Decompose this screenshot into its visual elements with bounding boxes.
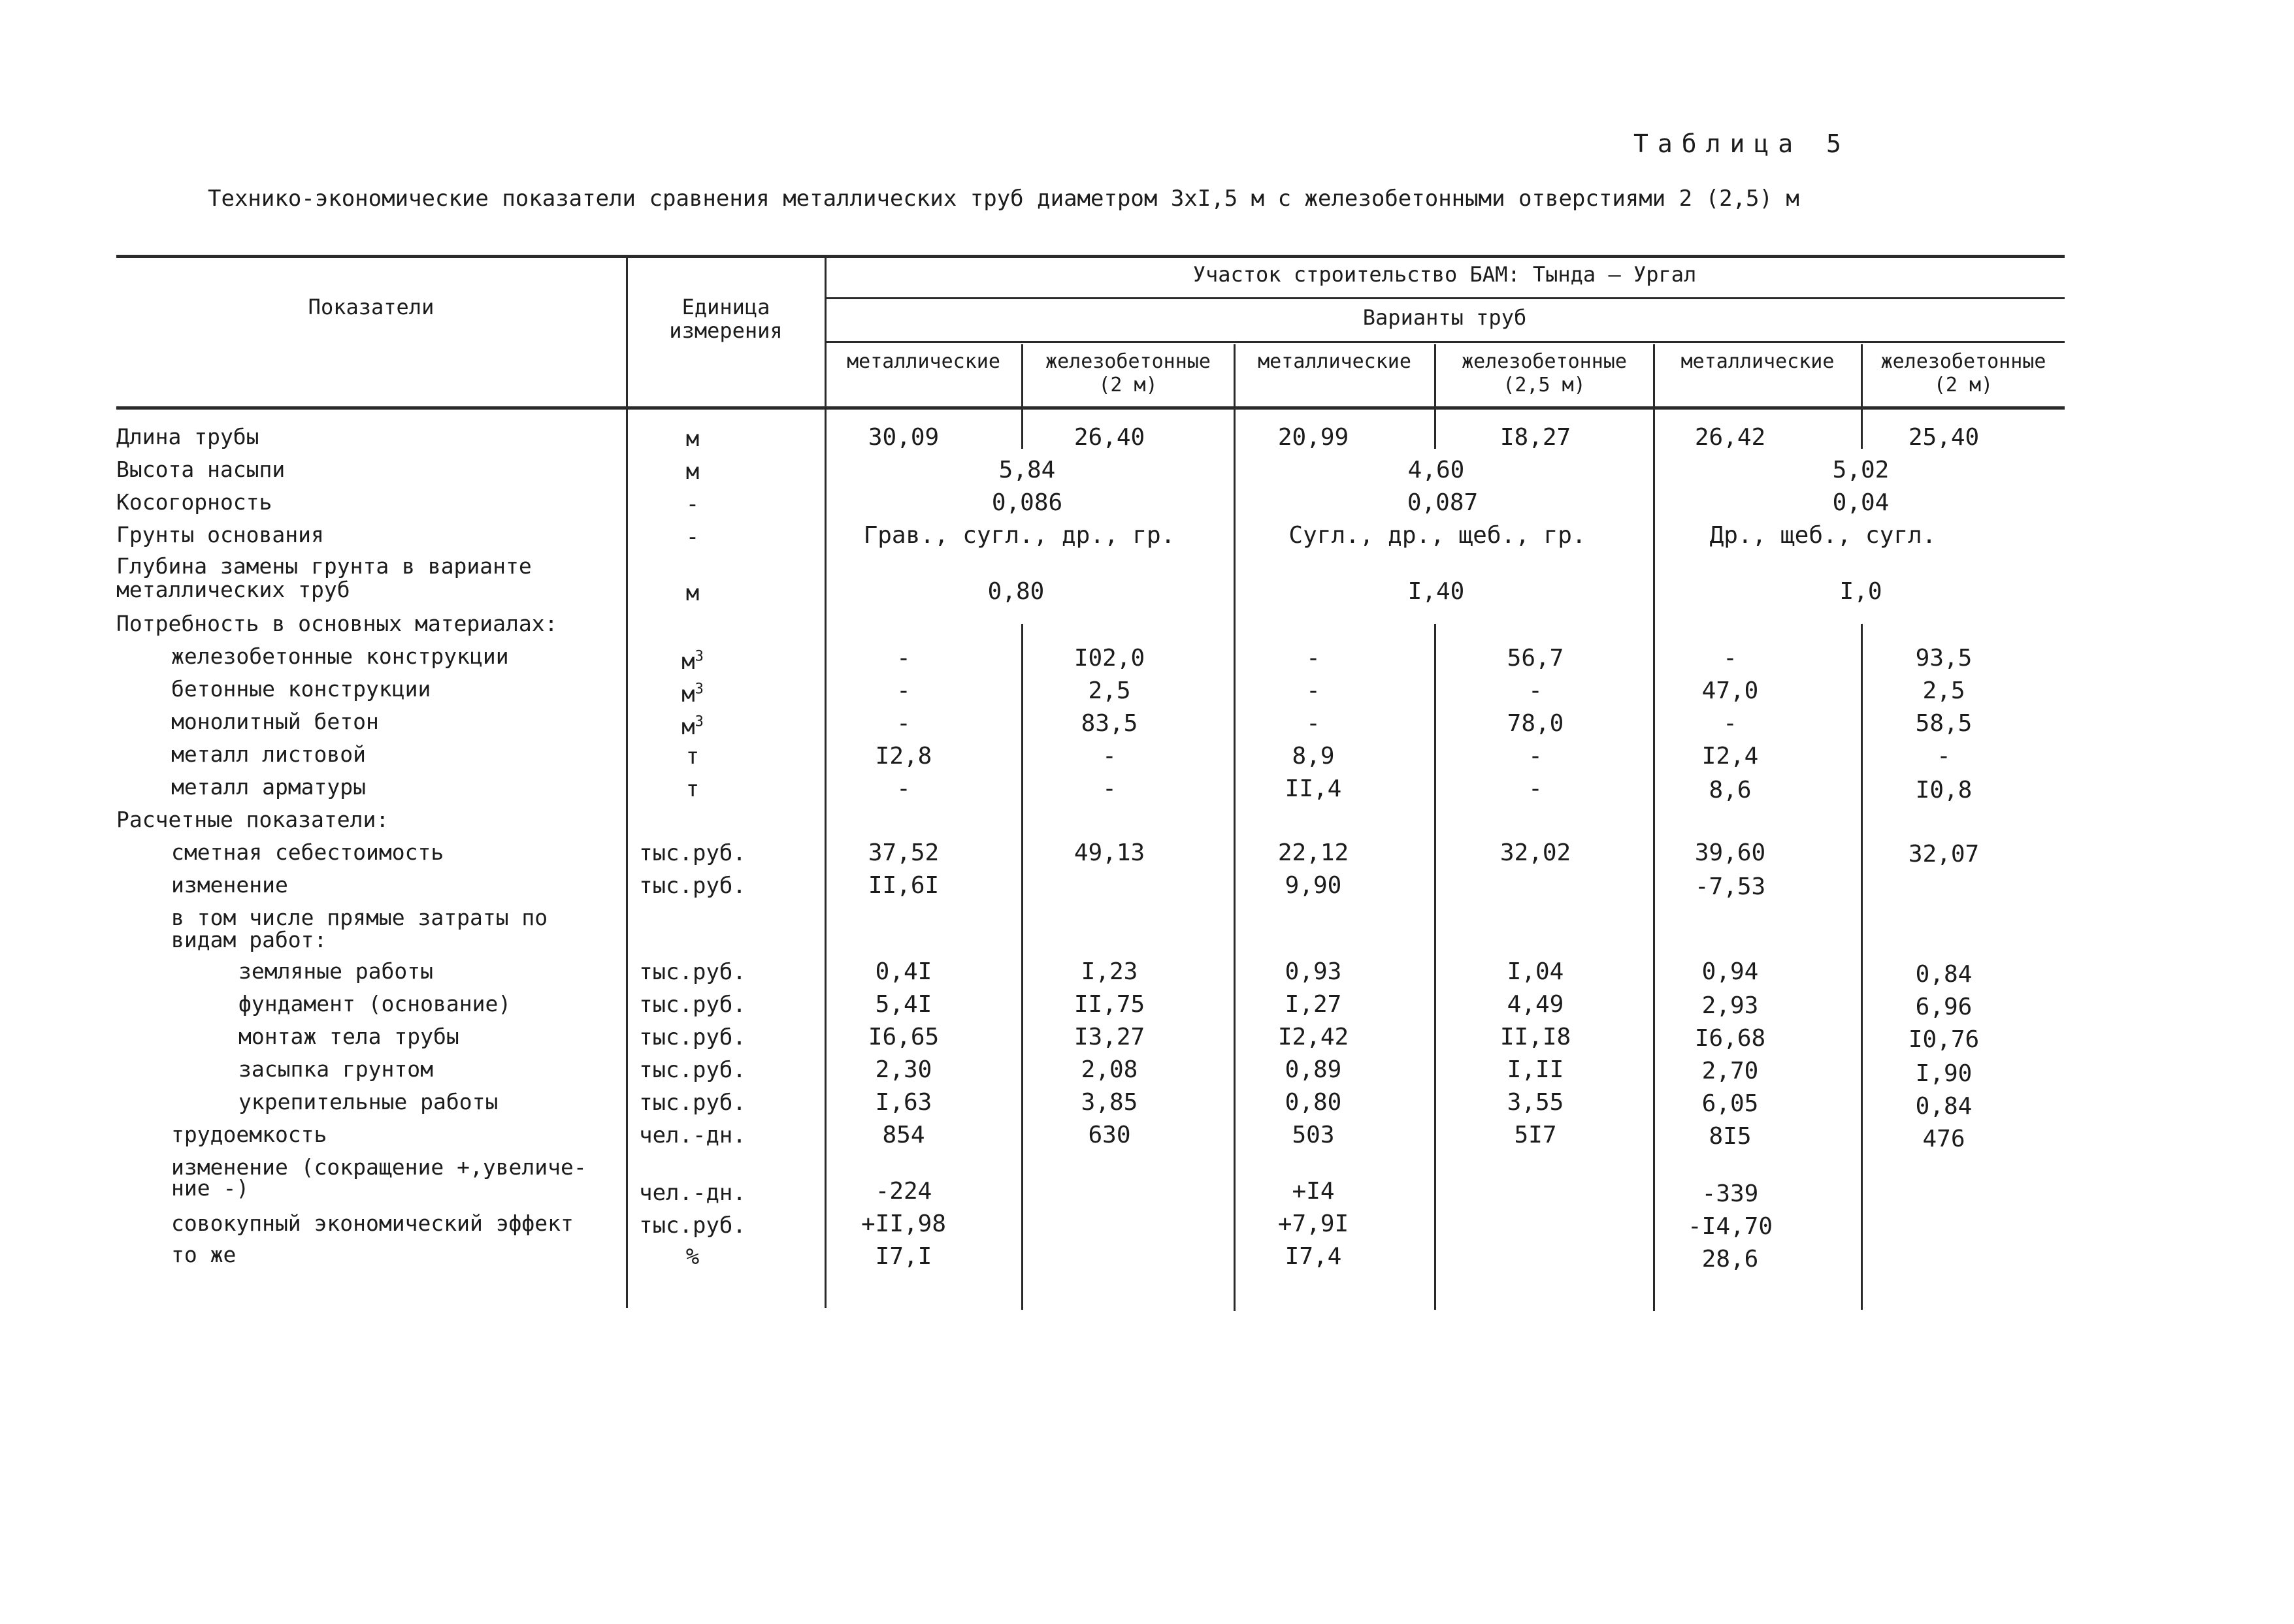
table-caption: Технико-экономические показатели сравнения металлических труб диаметром 3хI,5 м с железобетонными отверстиями 2 (2,5) м: [208, 186, 1799, 212]
cell: 78,0: [1507, 710, 1564, 737]
cell: 39,60: [1694, 839, 1766, 866]
cell: 30,09: [868, 424, 940, 451]
cell: 83,5: [1081, 710, 1138, 737]
cell: 0,4I: [875, 958, 932, 985]
merged-cell: Др., щеб., сугл.: [1709, 522, 1937, 549]
cell: -: [1937, 743, 1951, 770]
row-label: монолитный бетон: [171, 709, 379, 734]
cell: -: [1306, 645, 1320, 672]
variants-rule: [825, 341, 2065, 343]
cell: 37,52: [868, 839, 940, 866]
cell: 476: [1922, 1126, 1965, 1152]
row-label-continued: видам работ:: [171, 927, 327, 952]
header-col-5: металлические: [1680, 350, 1835, 373]
cell: 93,5: [1915, 645, 1973, 672]
table-top-rule: [116, 255, 2065, 258]
row-unit: тыс.руб.: [639, 1212, 746, 1239]
cell: 32,07: [1908, 841, 1980, 868]
section-label: Расчетные показатели:: [116, 807, 389, 832]
cell: I,23: [1081, 958, 1138, 985]
row-label: то же: [171, 1242, 237, 1267]
merged-cell: 0,04: [1832, 489, 1890, 516]
cell: -339: [1701, 1180, 1759, 1207]
cell: II,4: [1285, 775, 1342, 802]
row-unit: тыс.руб.: [639, 840, 746, 866]
cell: 2,93: [1701, 992, 1759, 1019]
header-col-1: металлические: [847, 350, 1000, 373]
header-indicators: Показатели: [308, 295, 434, 319]
cell: 0,89: [1285, 1056, 1342, 1083]
row-label: трудоемкость: [171, 1122, 327, 1147]
row-unit: м: [685, 459, 700, 485]
merged-cell: I,0: [1839, 578, 1882, 605]
cell: -: [1306, 677, 1320, 704]
row-unit: тыс.руб.: [639, 1090, 746, 1116]
cell: 25,40: [1908, 424, 1980, 451]
row-label: Глубина замены грунта в варианте: [116, 553, 532, 579]
row-unit: -: [685, 524, 700, 550]
header-bottom-rule: [116, 406, 2065, 410]
cell: -: [1723, 645, 1737, 672]
cell: -: [1528, 743, 1543, 770]
row-label: бетонные конструкции: [171, 676, 431, 702]
cell: 47,0: [1701, 677, 1759, 704]
header-col-2: железобетонные (2 м): [1045, 350, 1211, 397]
row-unit: $м^3$: [681, 681, 704, 708]
row-label: Высота насыпи: [116, 457, 286, 482]
cell: I0,76: [1908, 1026, 1980, 1053]
column-rule-3b: [1021, 624, 1023, 1310]
cell: II,6I: [868, 872, 940, 899]
cell: -: [1528, 677, 1543, 704]
cell: 5I7: [1514, 1122, 1557, 1148]
row-label: Длина трубы: [116, 424, 259, 449]
cell: 3,85: [1081, 1089, 1138, 1116]
row-unit: тыс.руб.: [639, 992, 746, 1018]
cell: II,I8: [1499, 1024, 1571, 1050]
table-number: Таблица 5: [1633, 129, 1850, 158]
cell: -: [1102, 743, 1117, 770]
cell: 2,70: [1701, 1058, 1759, 1084]
cell: 8I5: [1709, 1123, 1752, 1150]
row-unit: чел.-дн.: [639, 1122, 746, 1148]
cell: I2,8: [875, 743, 932, 770]
cell: I,II: [1507, 1056, 1564, 1083]
merged-cell: 0,80: [987, 578, 1045, 605]
column-rule-6: [1653, 344, 1655, 1311]
column-rule-4: [1234, 344, 1236, 1311]
row-label: железобетонные конструкции: [171, 643, 509, 669]
header-col-4: железобетонные (2,5 м): [1462, 350, 1627, 397]
row-unit: чел.-дн.: [639, 1180, 746, 1206]
column-rule-5b: [1434, 624, 1436, 1310]
cell: 6,96: [1915, 994, 1973, 1020]
cell: 5,4I: [875, 991, 932, 1018]
row-label-continued: ние -): [171, 1175, 250, 1201]
row-unit: тыс.руб.: [639, 873, 746, 899]
cell: -: [1102, 775, 1117, 802]
row-unit: тыс.руб.: [639, 959, 746, 985]
cell: 630: [1088, 1122, 1131, 1148]
merged-cell: 0,086: [991, 489, 1063, 516]
cell: -: [896, 710, 911, 737]
cell: I7,I: [875, 1243, 932, 1270]
merged-cell: 4,60: [1407, 457, 1465, 483]
cell: 49,13: [1073, 839, 1145, 866]
cell: -: [896, 775, 911, 802]
cell: -: [1306, 710, 1320, 737]
header-unit: Единица измерения: [669, 295, 783, 343]
cell: 2,08: [1081, 1056, 1138, 1083]
cell: 0,94: [1701, 958, 1759, 985]
cell: I,90: [1915, 1060, 1973, 1087]
row-label: в том числе прямые затраты по: [171, 905, 548, 930]
cell: I6,68: [1694, 1025, 1766, 1052]
row-unit: -: [685, 491, 700, 517]
cell: 4,49: [1507, 991, 1564, 1018]
cell: 9,90: [1285, 872, 1342, 899]
cell: I02,0: [1073, 645, 1145, 672]
row-unit: тыс.руб.: [639, 1057, 746, 1083]
cell: -: [896, 677, 911, 704]
cell: 20,99: [1277, 424, 1349, 451]
row-unit: тыс.руб.: [639, 1024, 746, 1050]
merged-cell: Грав., сугл., др., гр.: [863, 522, 1175, 549]
row-unit: т: [685, 743, 700, 770]
cell: I2,42: [1277, 1024, 1349, 1050]
merged-cell: I,40: [1407, 578, 1465, 605]
cell: 58,5: [1915, 710, 1973, 737]
row-label: Грунты основания: [116, 522, 324, 547]
cell: I0,8: [1915, 777, 1973, 804]
row-label: изменение: [171, 872, 288, 898]
merged-cell: 5,02: [1832, 457, 1890, 483]
cell: 0,84: [1915, 1093, 1973, 1120]
row-label: металл листовой: [171, 741, 367, 767]
cell: 56,7: [1507, 645, 1564, 672]
cell: +II,98: [860, 1210, 947, 1237]
cell: 0,80: [1285, 1089, 1342, 1116]
header-variants: Варианты труб: [1362, 305, 1527, 330]
cell: I3,27: [1073, 1024, 1145, 1050]
cell: 6,05: [1701, 1090, 1759, 1117]
row-label: сметная себестоимость: [171, 839, 444, 865]
row-unit: м: [685, 580, 700, 606]
cell: 28,6: [1701, 1246, 1759, 1273]
cell: 22,12: [1277, 839, 1349, 866]
cell: -: [896, 645, 911, 672]
header-col-3: металлические: [1258, 350, 1411, 373]
section-rule: [825, 297, 2065, 299]
row-unit: м: [685, 426, 700, 452]
header-col-6: железобетонные (2 м): [1880, 350, 2046, 397]
cell: 26,40: [1073, 424, 1145, 451]
cell: 26,42: [1694, 424, 1766, 451]
cell: -: [1528, 775, 1543, 802]
row-unit: $м^3$: [681, 714, 704, 741]
cell: 0,93: [1285, 958, 1342, 985]
cell: I,04: [1507, 958, 1564, 985]
cell: +I4: [1292, 1178, 1335, 1205]
header-section: Участок строительство БАМ: Тында – Ургал: [1192, 262, 1697, 287]
row-label: монтаж тела трубы: [238, 1024, 459, 1049]
cell: -I4,70: [1687, 1213, 1773, 1240]
merged-cell: 5,84: [998, 457, 1056, 483]
merged-cell: Сугл., др., щеб., гр.: [1288, 522, 1586, 549]
row-label: Косогорность: [116, 489, 272, 515]
row-label: фундамент (основание): [238, 991, 512, 1016]
row-unit: $м^3$: [681, 649, 704, 675]
cell: 32,02: [1499, 839, 1571, 866]
row-label: металл арматуры: [171, 774, 367, 800]
row-unit: т: [685, 776, 700, 802]
cell: I7,4: [1285, 1243, 1342, 1270]
cell: 8,6: [1709, 777, 1752, 804]
cell: I2,4: [1701, 743, 1759, 770]
cell: 2,30: [875, 1056, 932, 1083]
cell: 854: [882, 1122, 925, 1148]
cell: -: [1723, 710, 1737, 737]
cell: II,75: [1073, 991, 1145, 1018]
cell: I,27: [1285, 991, 1342, 1018]
merged-cell: 0,087: [1407, 489, 1479, 516]
row-unit: %: [685, 1244, 700, 1270]
cell: -7,53: [1694, 873, 1766, 900]
row-label-continued: металлических труб: [116, 577, 350, 602]
cell: 0,84: [1915, 961, 1973, 988]
cell: 8,9: [1292, 743, 1335, 770]
row-label: засыпка грунтом: [238, 1056, 434, 1082]
section-label: Потребность в основных материалах:: [116, 611, 558, 636]
cell: 2,5: [1088, 677, 1131, 704]
cell: I,63: [875, 1089, 932, 1116]
cell: I6,65: [868, 1024, 940, 1050]
cell: 2,5: [1922, 677, 1965, 704]
cell: 503: [1292, 1122, 1335, 1148]
row-label: совокупный экономический эффект: [171, 1210, 574, 1236]
cell: -224: [875, 1178, 932, 1205]
cell: 3,55: [1507, 1089, 1564, 1116]
row-label: укрепительные работы: [238, 1089, 499, 1114]
row-label: земляные работы: [238, 958, 434, 984]
cell: +7,9I: [1277, 1210, 1349, 1237]
cell: I8,27: [1499, 424, 1571, 451]
row-label: изменение (сокращение +,увеличе-: [171, 1154, 587, 1180]
